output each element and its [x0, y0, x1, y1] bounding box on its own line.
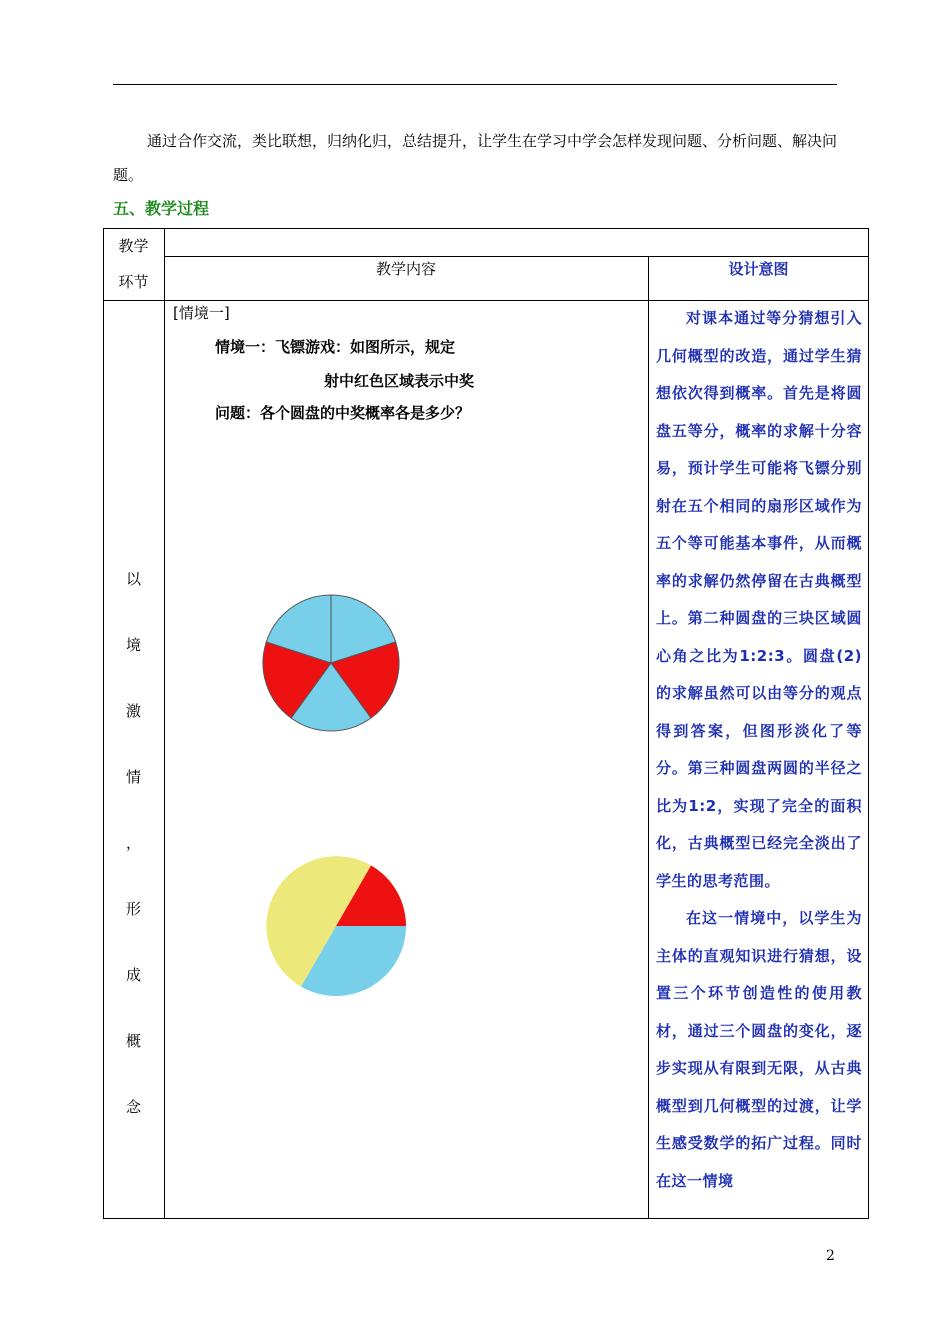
intent-paragraph-1: 对课本通过等分猜想引入几何概型的改造，通过学生猜想依次得到概率。首先是将圆盘五等分，概率的求解十分容易，预计学生可能将飞镖分别射在五个相同的扇形区域作为五个等可能基本事件，从而概率的求解仍然停留在古典概型上。第二种圆盘的三块区域圆心角之比为1:2:3。圆盘(2)的求解虽然可以由等分的观点得到答案，但图形淡化了等分。第三种圆盘两圆的半径之比为1:2，实现了完全的面积化，古典概型已经完全淡出了学生的思考范围。: [656, 309, 862, 890]
design-intent-text: [656, 300, 862, 1200]
page-number: 2: [826, 1248, 835, 1264]
teaching-process-table: [103, 228, 869, 1219]
scene-rule: 射中红色区域表示中奖: [324, 372, 475, 390]
scene-question: 问题：各个圆盘的中奖概率各是多少？: [215, 404, 471, 422]
intro-paragraph: 通过合作交流，类比联想，归纳化归，总结提升，让学生在学习中学会怎样发现问题、分析问题、解决问题。: [113, 132, 838, 184]
header-stage: 教学 环节: [118, 237, 149, 291]
header-rule: [113, 84, 837, 85]
scene-description: 情境一：飞镖游戏：如图所示，规定: [215, 338, 456, 356]
stage-label: 以 境 激 情 ， 形 成 概 念: [125, 570, 141, 1116]
header-intent: 设计意图: [728, 260, 789, 278]
scene-tag: [情境一]: [173, 304, 230, 322]
header-content: 教学内容: [375, 260, 436, 278]
dartboard-ratio-sectors: [263, 853, 411, 1001]
intent-paragraph-2: 在这一情境中，以学生为主体的直观知识进行猜想，设置三个环节创造性的使用教材，通过三个圆盘的变化，逐步实现从有限到无限，从古典概型到几何概型的过渡，让学生感受数学的拓广过程。同时在这一情境: [656, 909, 862, 1190]
section-title: 五、教学过程: [113, 199, 210, 218]
dartboard-five-sectors: [258, 593, 406, 735]
